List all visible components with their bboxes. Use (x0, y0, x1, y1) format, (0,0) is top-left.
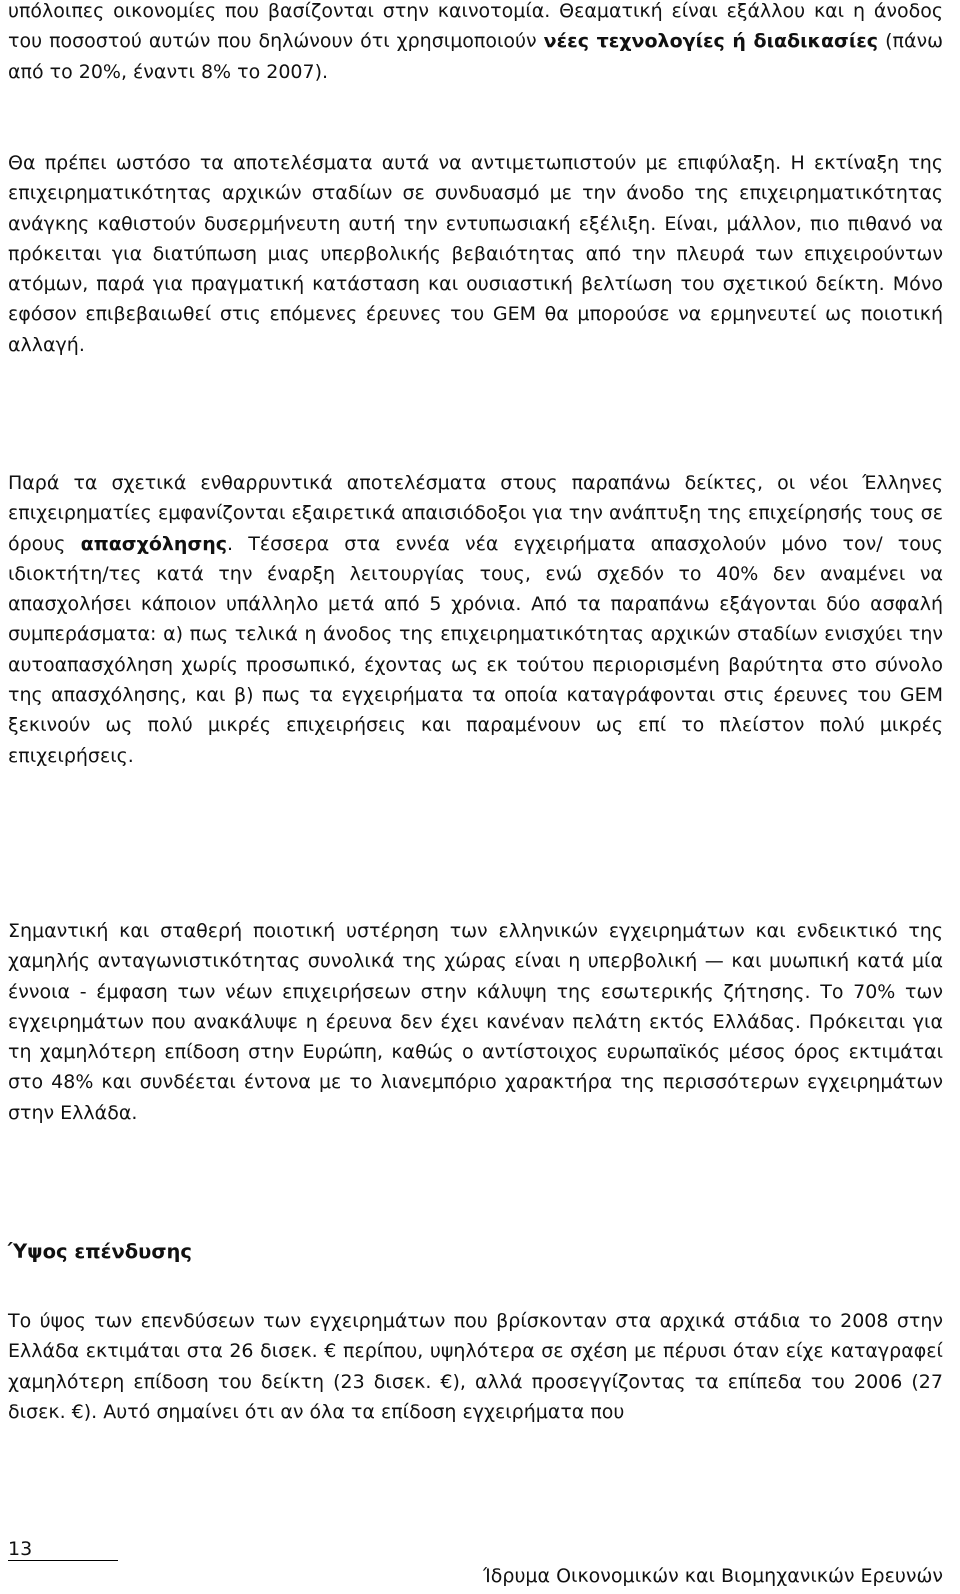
footer-divider (8, 1560, 118, 1561)
bold-phrase-new-technologies: νέες τεχνολογίες ή διαδικασίες (543, 30, 879, 53)
paragraph-text: . Τέσσερα στα εννέα νέα εγχειρήματα απασχολούν μόνο τον/ τους ιδιοκτήτη/τες κατά την έναρξη λειτουργίας τους, ενώ σχεδόν το 40% δεν αναμένει να απασχολήσει κάποιον υπάλληλο μετά από 5 χρόνια. Από τα παραπάνω εξάγονται δύο ασφαλή συμπεράσματα: α) πως τελικά η άνοδος της επιχειρηματικότητας αρχικών σταδίων ενισχύει την αυτοαπασχόληση χωρίς προσωπικό, έχοντας ως εκ τούτου περιορισμένη βαρύτητα στο σύνολο της απασχόλησης, και β) πως τα εγχειρήματα τα οποία καταγράφονται στις έρευνες του GEM ξεκινούν ως πολύ μικρές επιχειρήσεις και παραμένουν ως επί το πλείστον πολύ μικρές επιχειρήσεις. (8, 532, 944, 767)
paragraph-text: υπόλοιπες οικονομίες που βασίζονται στην καινοτομία. Θεαματική είναι εξάλλου και η άνοδος του ποσοστού αυτών που δηλώνουν ότι χρησιμοποιούν (8, 0, 943, 53)
paragraph-innovation (8, 0, 943, 87)
paragraph-caution (8, 148, 943, 360)
paragraph-text: Θα πρέπει ωστόσο τα αποτελέσματα αυτά να αντιμετωπιστούν με επιφύλαξη. Η εκτίναξη της επιχειρηματικότητας αρχικών σταδίων σε συνδυασμό με την άνοδο της επιχειρηματικότητας ανάγκης καθιστούν δυσερμήνευτη αυτή την εντυπωσιακή εξέλιξη. Είναι, μάλλον, πιο πιθανό να πρόκειται για διατύπωση μιας υπερβολικής βεβαιότητας από την πλευρά των επιχειρούντων ατόμων, παρά για πραγματική κατάσταση και ουσιαστική βελτίωση του σχετικού δείκτη. Μόνο εφόσον επιβεβαιωθεί στις επόμενες έρευνες του GEM θα μπορούσε να ερμηνευτεί ως ποιοτική αλλαγή. (8, 152, 943, 356)
paragraph-employment (8, 468, 943, 771)
paragraph-text: (πάνω από το 20%, έναντι 8% το 2007). (8, 30, 943, 83)
section-heading-investment: Ύψος επένδυσης (8, 1240, 192, 1263)
paragraph-investment (8, 1306, 943, 1427)
page-number: 13 (8, 1538, 33, 1560)
bold-phrase-employment: απασχόλησης (80, 532, 228, 555)
paragraph-text: Το ύψος των επενδύσεων των εγχειρημάτων που βρίσκονταν στα αρχικά στάδια το 2008 στην Ελλάδα εκτιμάται στα 26 δισεκ. € περίπου, υψηλότερα σε σχέση με πέρυσι όταν είχε καταγραφεί χαμηλότερη επίδοση του δείκτη (23 δισεκ. €), αλλά προσεγγίζοντας τα επίπεδα του 2006 (27 δισεκ. €). Αυτό σημαίνει ότι αν όλα τα επίδοση εγχειρήματα που (8, 1310, 943, 1423)
footer-organization: Ίδρυμα Οικονομικών και Βιομηχανικών Ερευνών (483, 1565, 943, 1587)
paragraph-text: Παρά τα σχετικά ενθαρρυντικά αποτελέσματα στους παραπάνω δείκτες, οι νέοι Έλληνες επιχειρηματίες εμφανίζονται εξαιρετικά απαισιόδοξοι για την ανάπτυξη της επιχείρησής τους σε όρους (8, 472, 943, 555)
paragraph-text: Σημαντική και σταθερή ποιοτική υστέρηση των ελληνικών εγχειρημάτων και ενδεικτικό της χαμηλής ανταγωνιστικότητας συνολικά της χώρας είναι η υπερβολική — και μυωπική κατά μία έννοια - έμφαση των νέων επιχειρήσεων στην κάλυψη της εσωτερικής ζήτησης. Το 70% των εγχειρημάτων που ανακάλυψε η έρευνα δεν έχει κανέναν πελάτη εκτός Ελλάδας. Πρόκειται για τη χαμηλότερη επίδοση στην Ευρώπη, καθώς ο αντίστοιχος ευρωπαϊκός μέσος όρος εκτιμάται στο 48% και συνδέεται έντονα με το λιανεμπόριο χαρακτήρα της περισσότερων εγχειρημάτων στην Ελλάδα. (8, 920, 943, 1124)
paragraph-competitiveness (8, 916, 943, 1128)
